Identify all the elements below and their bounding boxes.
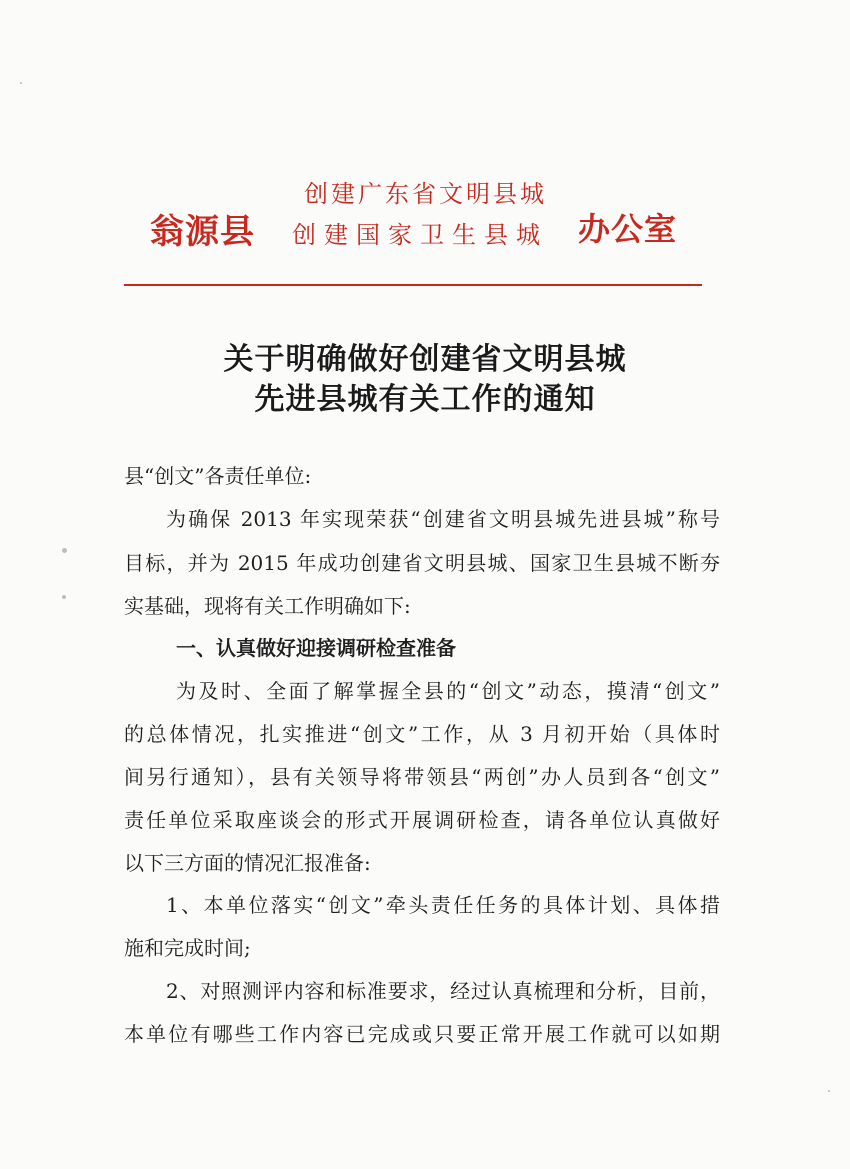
scan-speck	[62, 595, 66, 599]
paragraph-line: 为确保 2013 年实现荣获“创建省文明县城先进县城”称号	[166, 507, 720, 531]
scan-speck	[828, 1090, 830, 1092]
paragraph-line: 的总体情况，扎实推进“创文”工作，从 3 月初开始（具体时	[124, 722, 720, 746]
paragraph-line: 实基础，现将有关工作明确如下:	[124, 594, 411, 618]
salutation: 县“创文”各责任单位:	[124, 464, 312, 488]
scan-speck	[62, 548, 67, 553]
letterhead-divider	[124, 284, 702, 286]
list-item-line: 1、本单位落实“创文”牵头责任任务的具体计划、具体措	[166, 893, 720, 917]
letterhead-office: 办公室	[578, 210, 678, 248]
paragraph-line: 以下三方面的情况汇报准备:	[124, 851, 371, 875]
letterhead-county: 翁源县	[150, 212, 255, 252]
paragraph-line: 责任单位采取座谈会的形式开展调研检查，请各单位认真做好	[124, 808, 720, 832]
document-title-line-2: 先进县城有关工作的通知	[254, 382, 596, 417]
letterhead-org-line-2: 创建国家卫生县城	[292, 221, 548, 249]
paragraph-line: 间另行通知），县有关领导将带领县“两创”办人员到各“创文”	[124, 765, 720, 789]
letterhead-org-line-1: 创建广东省文明县城	[304, 180, 547, 208]
section-heading-1: 一、认真做好迎接调研检查准备	[176, 636, 456, 660]
list-item-line: 2、对照测评内容和标准要求，经过认真梳理和分析，目前，	[166, 979, 720, 1003]
list-item-line: 施和完成时间;	[124, 936, 251, 960]
scan-speck	[20, 82, 22, 84]
paragraph-line: 目标，并为 2015 年成功创建省文明县城、国家卫生县城不断夯	[124, 551, 720, 575]
list-item-line: 本单位有哪些工作内容已完成或只要正常开展工作就可以如期	[124, 1022, 720, 1046]
paragraph-line: 为及时、全面了解掌握全县的“创文”动态，摸清“创文”	[176, 679, 720, 703]
document-title-line-1: 关于明确做好创建省文明县城	[223, 342, 627, 377]
